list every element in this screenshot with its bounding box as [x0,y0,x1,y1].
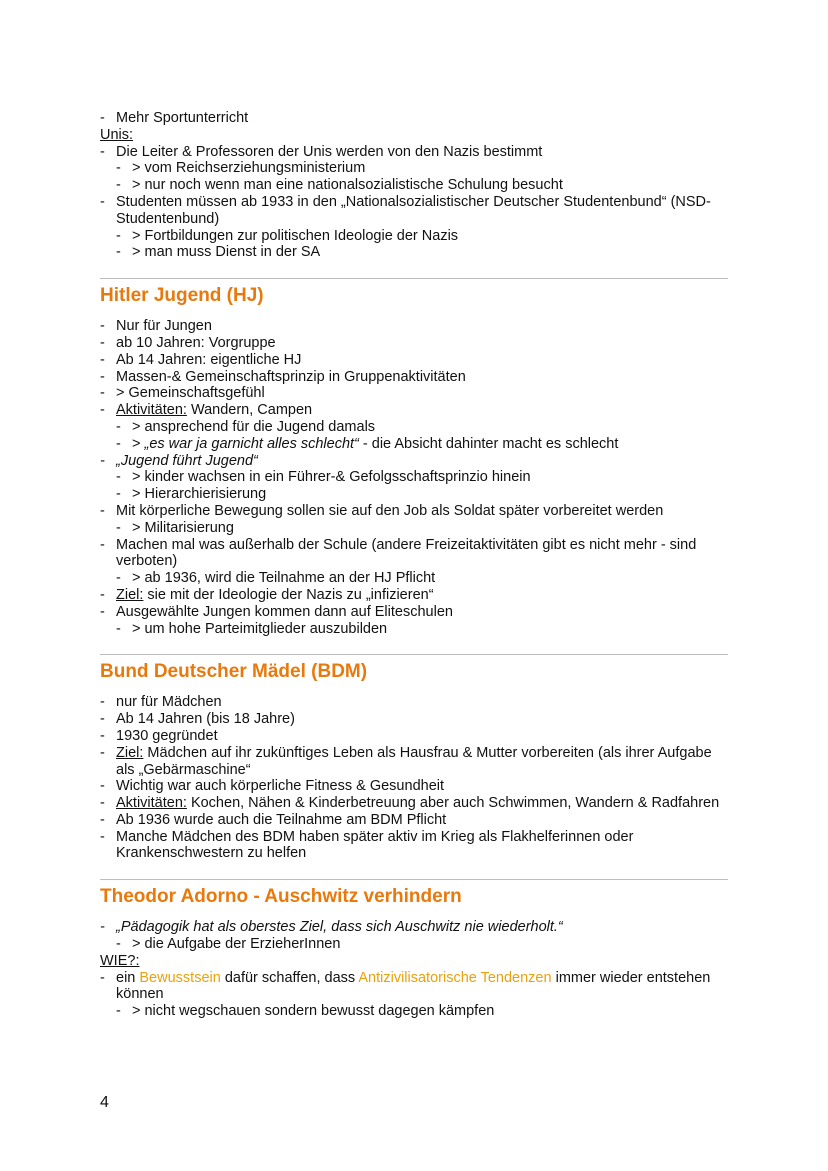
list-item [100,970,728,1004]
sub-list-item: - > ansprechend für die Jugend damals [100,419,728,436]
sub-list-item: - > Fortbildungen zur politischen Ideologie der Nazis [100,228,728,245]
goal-text: Mädchen auf ihr zukünftiges Leben als Hausfrau & Mutter vorbereiten (als ihrer Aufgabe als „Gebärmaschine“ [116,744,712,778]
unis-label: Unis: [100,126,134,143]
quote-text: „es war ja garnicht alles schlecht“ [144,435,359,452]
sub-list-item: - > ab 1936, wird die Teilnahme an der HJ Pflicht [100,570,728,587]
sub-list-item [100,436,728,453]
text-span: dafür schaffen, dass [220,969,359,986]
list-item: - Mehr Sportunterricht [100,110,728,127]
document-page [100,110,728,1020]
activities-label: Aktivitäten: [116,795,187,812]
sub-list-item: - > Hierarchierisierung [100,486,728,503]
goal-label: Ziel: [116,744,144,761]
list-item: - Ab 1936 wurde auch die Teilnahme am BDM Pflicht [100,812,728,829]
page-number: 4 [100,1094,109,1111]
sub-list-item: - > vom Reichserziehungsministerium [100,160,728,177]
list-item: - Wichtig war auch körperliche Fitness & Gesundheit [100,778,728,795]
list-item [100,587,728,604]
list-item: - 1930 gegründet [100,728,728,745]
list-item: - Ab 14 Jahren (bis 18 Jahre) [100,711,728,728]
sub-list-item: - > nur noch wenn man eine nationalsozialistische Schulung besucht [100,177,728,194]
list-item: - „Jugend führt Jugend“ [100,453,728,470]
wie-list [100,970,728,1020]
list-item: - Massen-& Gemeinschaftsprinzip in Gruppenaktivitäten [100,369,728,386]
list-item: - ab 10 Jahren: Vorgruppe [100,335,728,352]
bdm-section [100,660,728,862]
adorno-section [100,885,728,1020]
activities-text: Wandern, Campen [186,402,313,419]
activities-text: Kochen, Nähen & Kinderbetreuung aber auch Schwimmen, Wandern & Radfahren [186,795,720,812]
list-item: - Ab 14 Jahren: eigentliche HJ [100,352,728,369]
sub-item-text: - die Absicht dahinter macht es schlecht [358,435,619,452]
arrow-prefix: > [132,435,145,452]
list-item: - Nur für Jungen [100,318,728,335]
intro-list [100,110,728,127]
hj-section [100,284,728,637]
adorno-list [100,919,728,953]
wie-label: WIE?: [100,952,140,969]
list-item: - Die Leiter & Professoren der Unis werden von den Nazis bestimmt [100,144,728,161]
unis-list [100,144,728,262]
bdm-list [100,694,728,862]
text-span: immer wieder entstehen können [116,969,711,1003]
section-divider [100,654,728,655]
list-item: - Ausgewählte Jungen kommen dann auf Eliteschulen [100,604,728,621]
highlight-text: Antizivilisatorische Tendenzen [358,969,552,986]
section-divider [100,278,728,279]
sub-list-item: - > Militarisierung [100,520,728,537]
goal-text: sie mit der Ideologie der Nazis zu „infizieren“ [143,586,434,603]
sub-list-item: - > man muss Dienst in der SA [100,244,728,261]
hj-heading: Hitler Jugend (HJ) [100,285,264,307]
sub-list-item: - > die Aufgabe der ErzieherInnen [100,936,728,953]
highlight-text: Bewusstsein [139,969,221,986]
hj-list [100,318,728,637]
list-item: - Machen mal was außerhalb der Schule (andere Freizeitaktivitäten gibt es nicht mehr - sind verboten) [100,537,728,571]
goal-label: Ziel: [116,586,144,603]
sub-list-item: - > kinder wachsen in ein Führer-& Gefolgsschaftsprinzio hinein [100,469,728,486]
list-item [100,795,728,812]
list-item: - Mit körperliche Bewegung sollen sie auf den Job als Soldat später vorbereitet werden [100,503,728,520]
adorno-heading: Theodor Adorno - Auschwitz verhindern [100,886,462,908]
list-item [100,402,728,419]
sub-list-item: - > um hohe Parteimitglieder auszubilden [100,621,728,638]
list-item: - Studenten müssen ab 1933 in den „Nationalsozialistischer Deutscher Studentenbund“ (NSD-Studentenbund) [100,194,728,228]
activities-label: Aktivitäten: [116,402,187,419]
text-span: ein [116,969,140,986]
list-item: - nur für Mädchen [100,694,728,711]
sub-list-item: - > nicht wegschauen sondern bewusst dagegen kämpfen [100,1003,728,1020]
list-item: - > Gemeinschaftsgefühl [100,385,728,402]
bdm-heading: Bund Deutscher Mädel (BDM) [100,661,368,683]
section-divider [100,879,728,880]
intro-section [100,110,728,261]
list-item [100,745,728,779]
list-item: - Manche Mädchen des BDM haben später aktiv im Krieg als Flakhelferinnen oder Krankenschwestern zu helfen [100,829,728,863]
quote-item: - „Pädagogik hat als oberstes Ziel, dass sich Auschwitz nie wiederholt.“ [100,919,728,936]
